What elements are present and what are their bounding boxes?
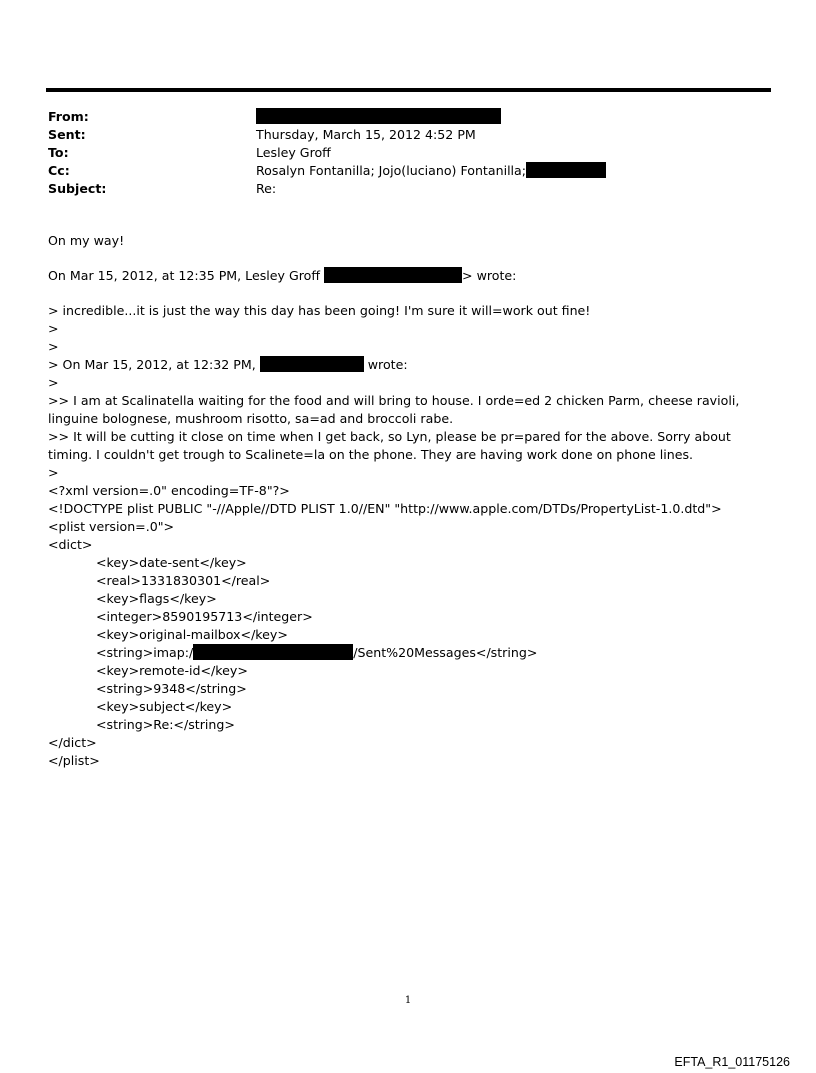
quote-attribution (48, 356, 778, 374)
xml-line: <string>Re:</string> (96, 717, 235, 732)
redaction-box (256, 108, 501, 124)
xml-line: <key>subject</key> (96, 699, 233, 714)
page-number: 1 (404, 995, 412, 1006)
xml-line: <?xml version=.0" encoding=TF-8"?> (48, 483, 290, 498)
attribution-wrote: > wrote: (462, 268, 517, 283)
attribution-wrote: wrote: (363, 357, 408, 372)
quote-attribution (48, 267, 778, 285)
xml-line: <plist version=.0"> (48, 519, 175, 534)
sent-label: Sent: (48, 127, 86, 142)
cc-value-wrap (256, 162, 606, 180)
subject-label: Subject: (48, 181, 107, 196)
xml-line: <real>1331830301</real> (96, 573, 271, 588)
subject-value: Re: (256, 181, 277, 196)
body-line: > incredible...it is just the way this day has been going! I'm sure it will=work out fine! (48, 303, 591, 318)
cc-value: Rosalyn Fontanilla; Jojo(luciano) Fontanilla; (256, 163, 527, 178)
xml-text: <string>imap:/ (96, 645, 194, 660)
email-body (48, 232, 778, 770)
xml-line: <key>original-mailbox</key> (96, 627, 288, 642)
attribution-text: On Mar 15, 2012, at 12:35 PM, Lesley Groff (48, 268, 325, 283)
attribution-text: > On Mar 15, 2012, at 12:32 PM, (48, 357, 260, 372)
redaction-box (260, 356, 364, 372)
body-line: > (48, 339, 59, 354)
to-label: To: (48, 145, 69, 160)
xml-line: </plist> (48, 753, 100, 768)
sent-value: Thursday, March 15, 2012 4:52 PM (256, 127, 476, 142)
bates-number: EFTA_R1_01175126 (674, 1055, 790, 1069)
body-line: > (48, 321, 59, 336)
xml-text: /Sent%20Messages</string> (353, 645, 538, 660)
body-line: > (48, 375, 59, 390)
to-value: Lesley Groff (256, 145, 331, 160)
xml-line (48, 644, 778, 662)
xml-line: <key>flags</key> (96, 591, 217, 606)
from-label: From: (48, 109, 89, 124)
redaction-box (526, 162, 606, 178)
body-paragraph: >> It will be cutting it close on time when I get back, so Lyn, please be pr=pared for the above. Sorry about timing. I couldn't get trough to Scalinete=la on the phone. They are having work done on phone lines. (48, 429, 731, 462)
xml-line: <key>remote-id</key> (96, 663, 248, 678)
header-rule (46, 88, 771, 92)
body-line: > (48, 465, 59, 480)
body-paragraph: >> I am at Scalinatella waiting for the food and will bring to house. I orde=ed 2 chicken Parm, cheese ravioli, linguine bolognese, mushroom risotto, sa=ad and broccoli rabe. (48, 393, 740, 426)
cc-label: Cc: (48, 163, 70, 178)
xml-line: </dict> (48, 735, 97, 750)
from-value (256, 108, 501, 126)
xml-line: <dict> (48, 537, 93, 552)
xml-line: <string>9348</string> (96, 681, 247, 696)
redaction-box (193, 644, 353, 660)
body-line: On my way! (48, 233, 125, 248)
xml-line: <integer>8590195713</integer> (96, 609, 313, 624)
redaction-box (324, 267, 462, 283)
xml-line: <!DOCTYPE plist PUBLIC "-//Apple//DTD PLIST 1.0//EN" "http://www.apple.com/DTDs/PropertyList-1.0.dtd"> (48, 501, 722, 516)
xml-line: <key>date-sent</key> (96, 555, 247, 570)
